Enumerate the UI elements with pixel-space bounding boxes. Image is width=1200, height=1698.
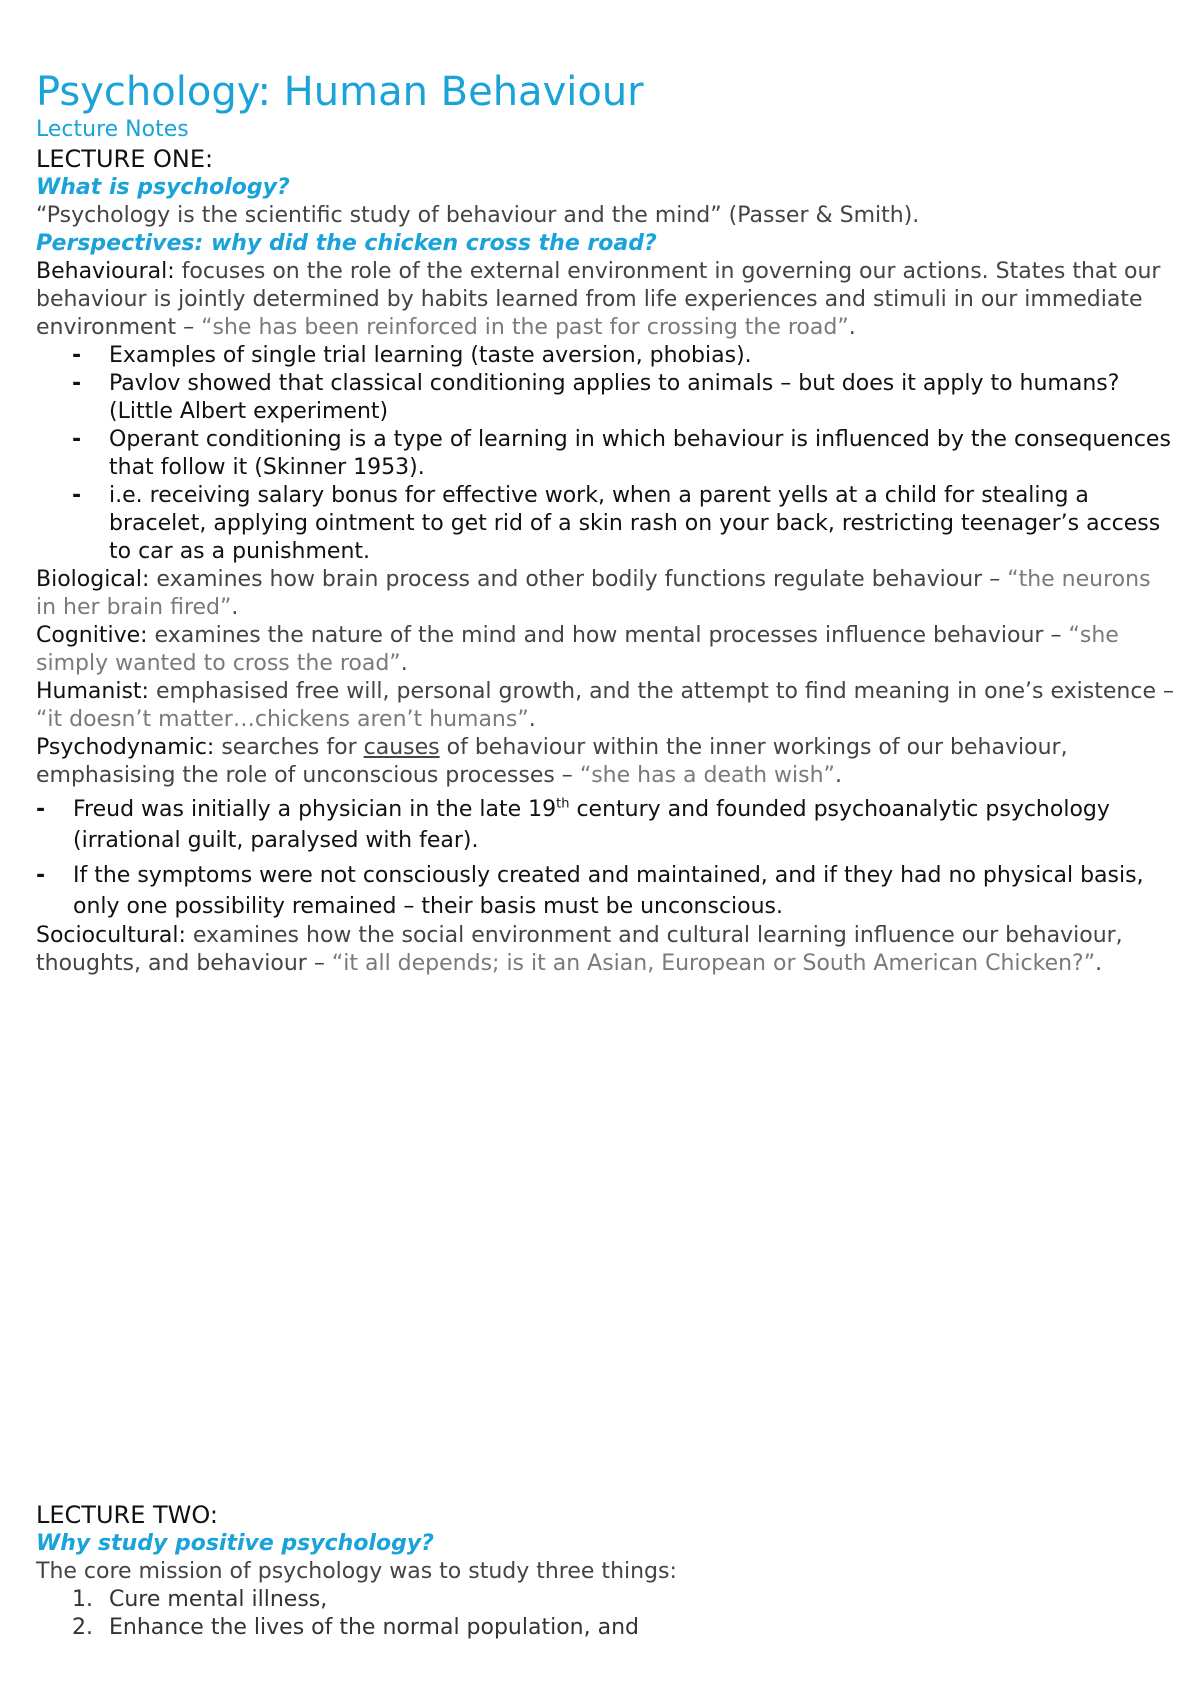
sociocultural-term: Sociocultural:	[36, 923, 186, 948]
psychodynamic-paragraph	[36, 734, 1176, 790]
list-item	[36, 794, 1176, 856]
behavioural-text: focuses on the role of the external environment in governing our actions. States that our behaviour is jointly determined by habits learned from life experiences and stimuli in our immediate environment –	[36, 259, 1161, 340]
cognitive-end: .	[400, 651, 408, 676]
question-perspectives: Perspectives: why did the chicken cross the road?	[36, 231, 657, 256]
lecture-two-intro: The core mission of psychology was to study three things:	[36, 1559, 677, 1584]
lecture-one-heading: LECTURE ONE:	[36, 145, 214, 173]
list-number: 2.	[72, 1615, 93, 1640]
behavioural-bullet-list	[36, 342, 1176, 566]
list-item: - Pavlov showed that classical conditioning applies to animals – but does it apply to humans? (Little Albert experiment)	[36, 370, 1176, 426]
list-number: 1.	[72, 1587, 93, 1612]
document-subtitle: Lecture Notes	[36, 117, 189, 142]
behavioural-paragraph	[36, 258, 1176, 342]
list-item	[36, 1586, 1176, 1614]
freud-text-b: century and founded psychoanalytic psychology (irrational guilt, paralysed with fear).	[73, 797, 1110, 853]
psychodynamic-text-a: searches for	[214, 735, 364, 760]
biological-paragraph	[36, 566, 1176, 622]
humanist-quote: “it doesn’t matter…chickens aren’t humans”	[36, 707, 529, 732]
superscript-th: th	[556, 796, 570, 812]
list-item: - If the symptoms were not consciously created and maintained, and if they had no physical basis, only one possibility remained – their basis must be unconscious.	[36, 860, 1176, 922]
humanist-end: .	[528, 707, 536, 732]
mission-list	[36, 1586, 1176, 1642]
list-text: Enhance the lives of the normal population, and	[109, 1615, 639, 1640]
cognitive-paragraph	[36, 622, 1176, 678]
lecture-two-section	[36, 1500, 1176, 1642]
psychodynamic-bullet-list	[36, 794, 1176, 922]
causes-underlined: causes	[363, 735, 440, 760]
list-item	[36, 1614, 1176, 1642]
cognitive-term: Cognitive:	[36, 623, 148, 648]
biological-end: .	[231, 595, 239, 620]
freud-text-a: Freud was initially a physician in the late 19	[73, 797, 557, 822]
sociocultural-quote: “it all depends; is it an Asian, European or South American Chicken?”	[331, 951, 1096, 976]
psychodynamic-quote: “she has a death wish”	[579, 763, 835, 788]
sociocultural-end: .	[1095, 951, 1103, 976]
question-what-is-psychology: What is psychology?	[36, 175, 290, 200]
lecture-one-section	[36, 68, 1176, 978]
humanist-text: emphasised free will, personal growth, and the attempt to find meaning in one’s existence –	[148, 679, 1174, 704]
psychology-definition: “Psychology is the scientific study of behaviour and the mind” (Passer & Smith).	[36, 203, 920, 228]
question-why-positive-psychology: Why study positive psychology?	[36, 1531, 434, 1556]
behavioural-term: Behavioural:	[36, 259, 175, 284]
biological-quote: “the neurons in her brain fired”	[36, 567, 1151, 620]
document-title: Psychology: Human Behaviour	[36, 69, 644, 115]
cognitive-quote: “she simply wanted to cross the road”	[36, 623, 1119, 676]
list-item: - Examples of single trial learning (taste aversion, phobias).	[36, 342, 1176, 370]
list-item: - Operant conditioning is a type of learning in which behaviour is influenced by the consequences that follow it (Skinner 1953).	[36, 426, 1176, 482]
humanist-paragraph	[36, 678, 1176, 734]
sociocultural-paragraph	[36, 922, 1176, 978]
list-text: Cure mental illness,	[109, 1587, 328, 1612]
behavioural-quote: “she has been reinforced in the past for crossing the road”	[201, 315, 849, 340]
biological-text: examines how brain process and other bodily functions regulate behaviour –	[149, 567, 1008, 592]
psychodynamic-term: Psychodynamic:	[36, 735, 215, 760]
behavioural-end: .	[848, 315, 856, 340]
sociocultural-text: examines how the social environment and cultural learning influence our behaviour, thoughts, and behaviour –	[36, 923, 1123, 976]
cognitive-text: examines the nature of the mind and how mental processes influence behaviour –	[147, 623, 1069, 648]
humanist-term: Humanist:	[36, 679, 149, 704]
psychodynamic-text-b: of behaviour within the inner workings of our behaviour, emphasising the role of unconscious processes –	[36, 735, 1068, 788]
biological-term: Biological:	[36, 567, 150, 592]
lecture-two-heading: LECTURE TWO:	[36, 1501, 218, 1529]
psychodynamic-end: .	[834, 763, 842, 788]
list-item: - i.e. receiving salary bonus for effective work, when a parent yells at a child for stealing a bracelet, applying ointment to get rid of a skin rash on your back, restricting teenager’s access to car as a punishment.	[36, 482, 1176, 566]
